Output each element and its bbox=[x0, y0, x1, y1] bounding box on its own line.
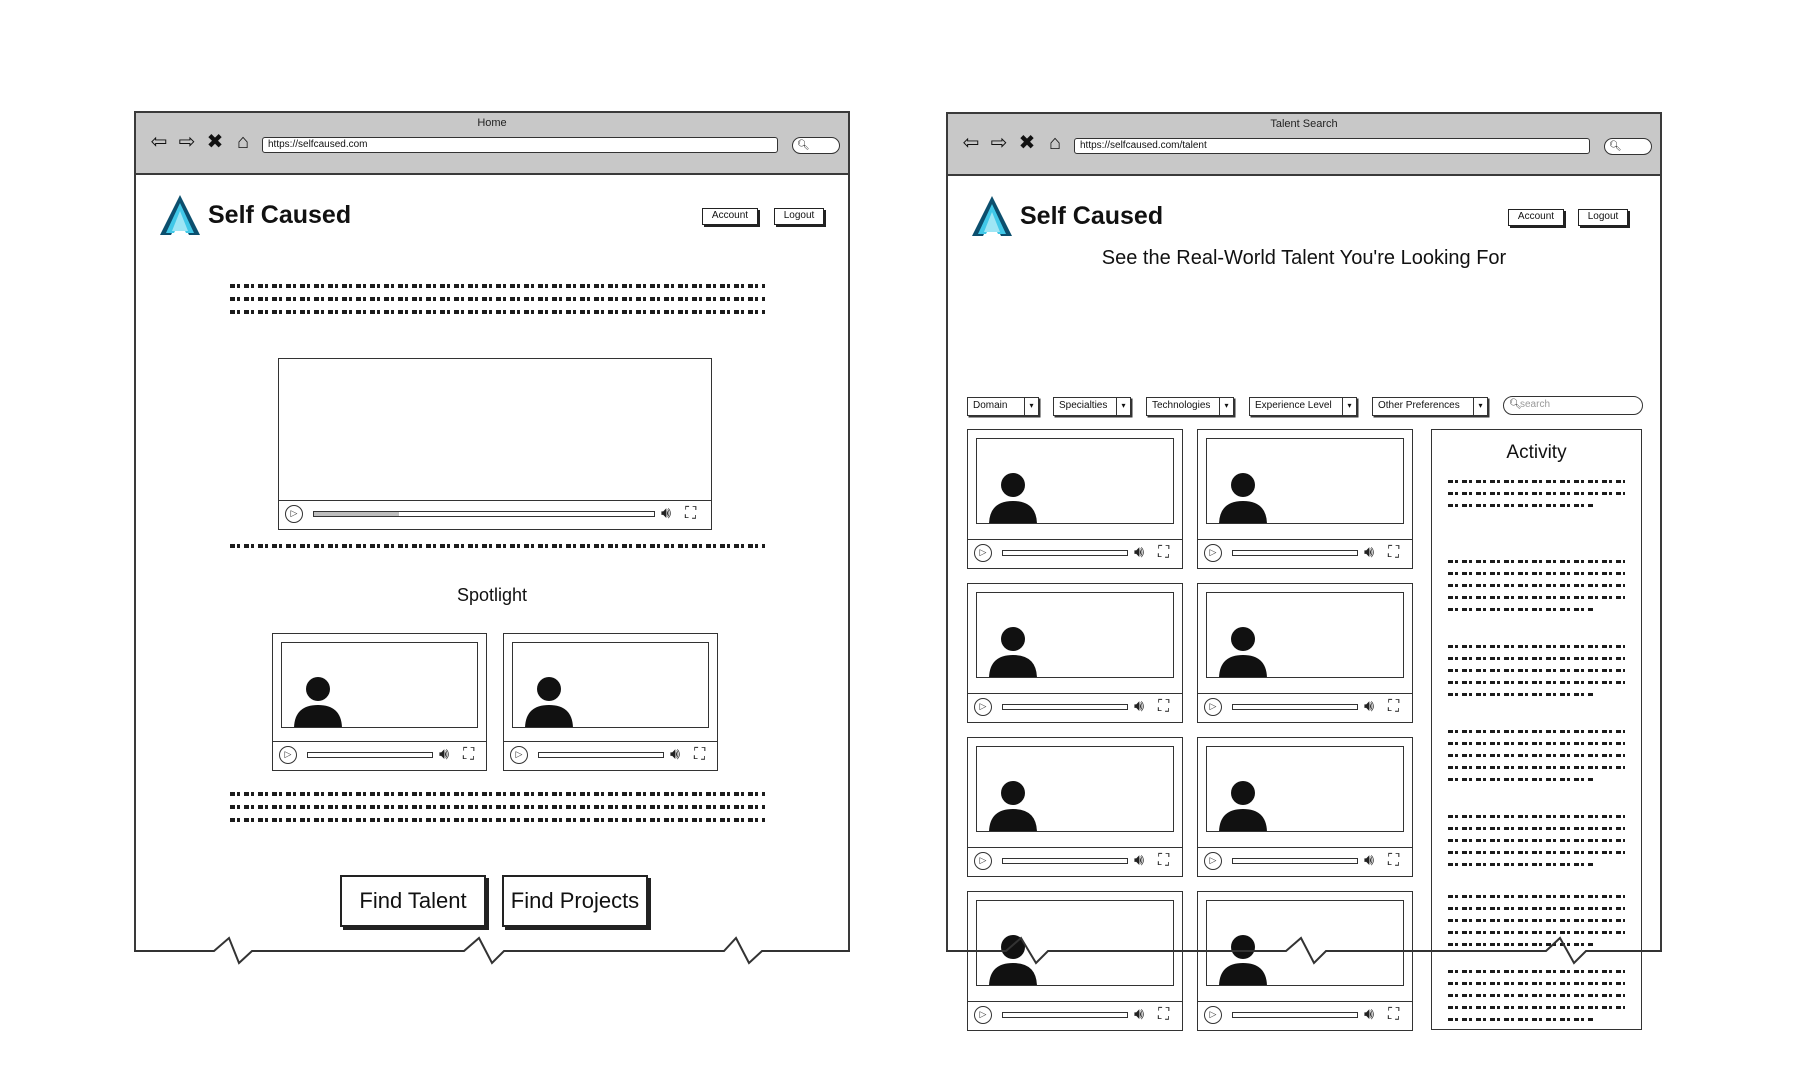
video-caption-text bbox=[230, 544, 765, 557]
filter-label: Technologies bbox=[1152, 400, 1211, 411]
play-icon[interactable]: ▷ bbox=[974, 1006, 992, 1024]
home-browser-window bbox=[134, 111, 850, 951]
seek-bar[interactable] bbox=[538, 752, 664, 758]
play-icon[interactable]: ▷ bbox=[974, 852, 992, 870]
fullscreen-icon[interactable]: ⛶ bbox=[1388, 698, 1400, 715]
seek-bar[interactable] bbox=[1232, 1012, 1358, 1018]
volume-icon[interactable]: 🔊︎ bbox=[1134, 852, 1145, 869]
video-controls bbox=[504, 741, 717, 770]
spotlight-text-block bbox=[230, 792, 765, 831]
volume-icon[interactable]: 🔊︎ bbox=[1364, 544, 1375, 561]
talent-video-card[interactable] bbox=[967, 737, 1183, 877]
volume-icon[interactable]: 🔊︎ bbox=[1134, 698, 1145, 715]
forward-arrow-icon[interactable]: ⇨ bbox=[178, 131, 196, 153]
video-controls bbox=[1198, 539, 1412, 568]
play-icon[interactable]: ▷ bbox=[1204, 1006, 1222, 1024]
page-heading: See the Real-World Talent You're Looking For bbox=[1101, 247, 1507, 269]
seek-bar[interactable] bbox=[1232, 550, 1358, 556]
technologies-filter-select[interactable] bbox=[1146, 397, 1234, 416]
chevron-down-icon: ▾ bbox=[1024, 398, 1038, 415]
volume-icon[interactable]: 🔊︎ bbox=[1134, 1006, 1145, 1023]
person-avatar-icon bbox=[979, 773, 1039, 832]
fullscreen-icon[interactable]: ⛶ bbox=[463, 746, 475, 763]
fullscreen-icon[interactable]: ⛶ bbox=[1158, 544, 1170, 561]
talent-search-input[interactable] bbox=[1503, 396, 1643, 415]
play-icon[interactable]: ▷ bbox=[974, 698, 992, 716]
seek-bar[interactable] bbox=[1232, 858, 1358, 864]
play-icon[interactable]: ▷ bbox=[1204, 544, 1222, 562]
seek-bar[interactable] bbox=[1002, 704, 1128, 710]
volume-icon[interactable]: 🔊︎ bbox=[1364, 852, 1375, 869]
close-icon[interactable]: ✖ bbox=[1018, 132, 1036, 154]
torn-edge bbox=[134, 935, 850, 965]
talent-video-card[interactable] bbox=[1197, 737, 1413, 877]
video-controls bbox=[1198, 847, 1412, 876]
chevron-down-icon: ▾ bbox=[1342, 398, 1356, 415]
video-screen[interactable] bbox=[976, 438, 1174, 524]
logo[interactable] bbox=[970, 194, 1163, 238]
activity-title: Activity bbox=[1506, 442, 1567, 463]
home-icon[interactable]: ⌂ bbox=[236, 131, 250, 153]
brand-name: Self Caused bbox=[1020, 201, 1164, 230]
person-avatar-icon bbox=[1209, 465, 1269, 524]
volume-icon[interactable]: 🔊︎ bbox=[1364, 1006, 1375, 1023]
fullscreen-icon[interactable]: ⛶ bbox=[1388, 544, 1400, 561]
close-icon[interactable]: ✖ bbox=[206, 131, 224, 153]
person-avatar-icon bbox=[284, 669, 344, 728]
search-placeholder: search bbox=[1520, 399, 1551, 410]
talent-video-card[interactable] bbox=[967, 429, 1183, 569]
video-screen[interactable] bbox=[281, 642, 478, 728]
play-icon[interactable]: ▷ bbox=[510, 746, 528, 764]
talent-video-card[interactable] bbox=[1197, 429, 1413, 569]
forward-arrow-icon[interactable]: ⇨ bbox=[990, 132, 1008, 154]
browser-chrome bbox=[948, 114, 1660, 176]
video-controls bbox=[1198, 1001, 1412, 1030]
video-controls bbox=[1198, 693, 1412, 722]
search-icon: 🔍︎ bbox=[1609, 141, 1622, 152]
other-preferences-filter-select[interactable] bbox=[1372, 397, 1488, 416]
home-icon[interactable]: ⌂ bbox=[1048, 132, 1062, 154]
back-arrow-icon[interactable]: ⇦ bbox=[962, 132, 980, 154]
video-screen[interactable] bbox=[1206, 746, 1404, 832]
filter-label: Domain bbox=[973, 400, 1008, 411]
video-screen[interactable] bbox=[1206, 592, 1404, 678]
experience-level-filter-select[interactable] bbox=[1249, 397, 1357, 416]
logo-mountain-icon bbox=[158, 193, 202, 237]
play-icon[interactable]: ▷ bbox=[1204, 698, 1222, 716]
video-screen[interactable] bbox=[1206, 438, 1404, 524]
person-avatar-icon bbox=[1209, 619, 1269, 678]
specialties-filter-select[interactable] bbox=[1053, 397, 1131, 416]
activity-entry-text bbox=[1448, 480, 1625, 516]
volume-icon[interactable]: 🔊︎ bbox=[661, 505, 672, 522]
browser-search-field[interactable] bbox=[792, 137, 840, 154]
volume-icon[interactable]: 🔊︎ bbox=[670, 746, 681, 763]
seek-progress bbox=[314, 512, 399, 516]
seek-bar[interactable] bbox=[307, 752, 433, 758]
activity-entry-text bbox=[1448, 730, 1625, 790]
video-screen[interactable] bbox=[279, 359, 711, 501]
fullscreen-icon[interactable]: ⛶ bbox=[1388, 1006, 1400, 1023]
talent-video-card[interactable] bbox=[1197, 583, 1413, 723]
logo-mountain-icon bbox=[970, 194, 1014, 238]
video-controls bbox=[968, 847, 1182, 876]
chevron-down-icon: ▾ bbox=[1219, 398, 1233, 415]
volume-icon[interactable]: 🔊︎ bbox=[1134, 544, 1145, 561]
intro-text-block bbox=[230, 284, 765, 323]
chevron-down-icon: ▾ bbox=[1473, 398, 1487, 415]
video-controls bbox=[273, 741, 486, 770]
video-controls bbox=[968, 1001, 1182, 1030]
chevron-down-icon: ▾ bbox=[1116, 398, 1130, 415]
search-icon: 🔍︎ bbox=[1509, 399, 1522, 410]
filter-label: Experience Level bbox=[1255, 400, 1332, 411]
filter-label: Other Preferences bbox=[1378, 400, 1460, 411]
play-icon[interactable]: ▷ bbox=[285, 505, 303, 523]
video-controls bbox=[968, 693, 1182, 722]
fullscreen-icon[interactable]: ⛶ bbox=[1158, 852, 1170, 869]
filter-label: Specialties bbox=[1059, 400, 1108, 411]
find-projects-button[interactable]: Find Projects bbox=[502, 875, 648, 927]
seek-bar[interactable] bbox=[313, 511, 655, 517]
logo[interactable] bbox=[158, 193, 351, 237]
activity-entry-text bbox=[1448, 815, 1625, 875]
browser-search-field[interactable] bbox=[1604, 138, 1652, 155]
window-title: Home bbox=[477, 117, 507, 129]
person-avatar-icon bbox=[515, 669, 575, 728]
seek-bar[interactable] bbox=[1002, 1012, 1128, 1018]
fullscreen-icon[interactable]: ⛶ bbox=[1158, 698, 1170, 715]
person-avatar-icon bbox=[979, 619, 1039, 678]
fullscreen-icon[interactable]: ⛶ bbox=[694, 746, 706, 763]
url-bar[interactable]: https://selfcaused.com/talent bbox=[1074, 138, 1590, 154]
fullscreen-icon[interactable]: ⛶ bbox=[1158, 1006, 1170, 1023]
spotlight-video-card[interactable] bbox=[272, 633, 487, 771]
seek-bar[interactable] bbox=[1232, 704, 1358, 710]
spotlight-heading: Spotlight bbox=[456, 585, 528, 605]
activity-entry-text bbox=[1448, 645, 1625, 705]
browser-chrome bbox=[136, 113, 848, 175]
talent-browser-window bbox=[946, 112, 1662, 1023]
search-icon: 🔍︎ bbox=[797, 140, 810, 151]
talent-video-card[interactable] bbox=[967, 583, 1183, 723]
person-avatar-icon bbox=[979, 465, 1039, 524]
torn-edge bbox=[946, 935, 1662, 965]
play-icon[interactable]: ▷ bbox=[974, 544, 992, 562]
volume-icon[interactable]: 🔊︎ bbox=[1364, 698, 1375, 715]
play-icon[interactable]: ▷ bbox=[279, 746, 297, 764]
seek-bar[interactable] bbox=[1002, 550, 1128, 556]
window-title: Talent Search bbox=[1270, 118, 1338, 130]
video-controls bbox=[968, 539, 1182, 568]
video-controls bbox=[279, 501, 711, 529]
account-button[interactable]: Account bbox=[1508, 209, 1564, 226]
play-icon[interactable]: ▷ bbox=[1204, 852, 1222, 870]
logout-button[interactable]: Logout bbox=[774, 208, 824, 225]
fullscreen-icon[interactable]: ⛶ bbox=[1388, 852, 1400, 869]
spotlight-video-card[interactable] bbox=[503, 633, 718, 771]
fullscreen-icon[interactable]: ⛶ bbox=[685, 505, 697, 522]
seek-bar[interactable] bbox=[1002, 858, 1128, 864]
back-arrow-icon[interactable]: ⇦ bbox=[150, 131, 168, 153]
activity-entry-text bbox=[1448, 970, 1625, 1030]
volume-icon[interactable]: 🔊︎ bbox=[439, 746, 450, 763]
video-screen[interactable] bbox=[976, 746, 1174, 832]
video-screen[interactable] bbox=[976, 592, 1174, 678]
url-bar[interactable]: https://selfcaused.com bbox=[262, 137, 778, 153]
person-avatar-icon bbox=[1209, 773, 1269, 832]
account-button[interactable]: Account bbox=[702, 208, 758, 225]
activity-entry-text bbox=[1448, 560, 1625, 620]
video-screen[interactable] bbox=[512, 642, 709, 728]
domain-filter-select[interactable] bbox=[967, 397, 1039, 416]
main-video-player[interactable] bbox=[278, 358, 712, 530]
logout-button[interactable]: Logout bbox=[1578, 209, 1628, 226]
brand-name: Self Caused bbox=[208, 200, 352, 229]
find-talent-button[interactable]: Find Talent bbox=[340, 875, 486, 927]
